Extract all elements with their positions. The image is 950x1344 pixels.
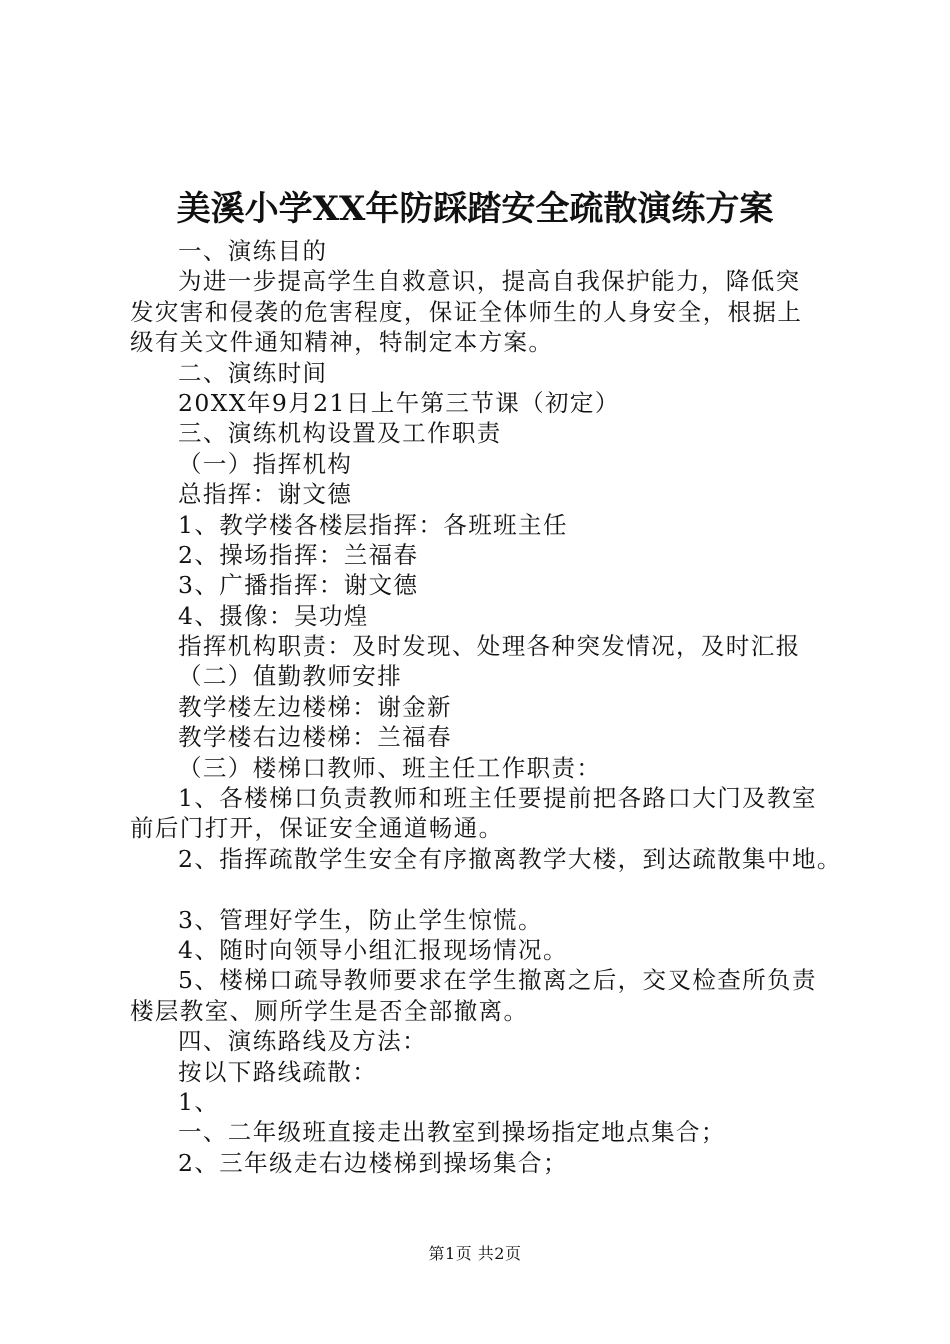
paragraph-line: （三）楼梯口教师、班主任工作职责： [178,753,602,782]
paragraph-line: 三、演练机构设置及工作职责 [178,419,502,448]
paragraph-line: 指挥机构职责：及时发现、处理各种突发情况，及时汇报 [178,632,801,661]
document-title: 美溪小学XX年防踩踏安全疏散演练方案 [176,189,774,229]
paragraph-line: 3、管理好学生，防止学生惊慌。 [178,905,543,934]
paragraph-line: 教学楼右边楼梯：兰福春 [178,723,452,752]
paragraph-line: 2、操场指挥：兰福春 [178,540,419,569]
paragraph-line: （一）指挥机构 [178,449,353,478]
paragraph-line: 2、指挥疏散学生安全有序撤离教学大楼，到达疏散集中地。 [178,844,842,873]
paragraph-line: 1、 [178,1087,220,1116]
paragraph-line: （二）值勤教师安排 [178,662,403,691]
paragraph-line: 发灾害和侵袭的危害程度，保证全体师生的人身安全，根据上 [130,297,803,326]
paragraph-line: 5、楼梯口疏导教师要求在学生撤离之后，交叉检查所负责 [178,966,817,995]
paragraph-line: 教学楼左边楼梯：谢金新 [178,692,452,721]
paragraph-line: 总指挥：谢文德 [178,480,353,509]
paragraph-line: 级有关文件通知精神，特制定本方案。 [130,328,554,357]
blank-line [130,874,850,904]
paragraph-line: 前后门打开，保证安全通道畅通。 [130,814,504,843]
document-body [130,236,850,1178]
page-footer: 第1页 共2页 [428,1244,522,1263]
paragraph-line: 为进一步提高学生自救意识，提高自我保护能力，降低突 [178,267,801,296]
paragraph-line: 20XX年9月21日上午第三节课（初定） [178,388,620,417]
paragraph-line: 1、教学楼各楼层指挥：各班班主任 [178,510,568,539]
paragraph-line: 4、摄像：吴功煌 [178,601,369,630]
paragraph-line: 4、随时向领导小组汇报现场情况。 [178,935,568,964]
paragraph-line: 3、广播指挥：谢文德 [178,571,419,600]
paragraph-line: 2、三年级走右边楼梯到操场集合； [178,1148,568,1177]
paragraph-line: 一、演练目的 [178,237,328,265]
paragraph-line: 一、二年级班直接走出教室到操场指定地点集合； [178,1118,726,1147]
paragraph-line: 四、演练路线及方法： [178,1027,427,1056]
paragraph-line: 按以下路线疏散： [178,1057,378,1086]
paragraph-line: 楼层教室、厕所学生是否全部撤离。 [130,996,529,1025]
paragraph-line: 二、演练时间 [178,358,328,387]
paragraph-line: 1、各楼梯口负责教师和班主任要提前把各路口大门及教室 [178,784,817,813]
